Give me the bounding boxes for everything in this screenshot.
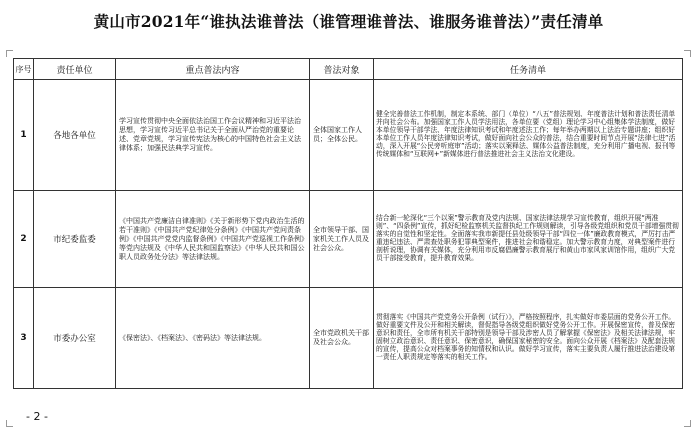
row-index: 1: [14, 80, 34, 191]
table-row: [14, 191, 683, 288]
row-content: 《中国共产党廉洁自律准则》《关于新形势下党内政治生活的若干准则》《中国共产党纪律处分条例》《中国共产党问责条例》《中国共产党党内监督条例》《中国共产党巡视工作条例》等党内法规及《中华人民共和国监察法》《中华人民共和国公职人员政务处分法》等法律法规。: [116, 191, 310, 288]
crop-mark-bottom-left: [6, 420, 13, 427]
row-target: 全市领导干部、国家机关工作人员及社会公众。: [310, 191, 374, 288]
row-target: 全市党政机关干部及社会公众。: [310, 288, 374, 389]
row-target: 全体国家工作人员；全体公民。: [310, 80, 374, 191]
row-tasks: 健全完善普法工作机制，制定本系统、部门（单位）“八五”普法规划、年度普法计划和普法责任清单并向社会公布。加强国家工作人员学法用法，各单位要（党组）理论学习中心组集体学法制度，做好本单位领导干部学法、年度法律知识考试和年度述法工作；每年举办两期以上法治专题讲座；组织好本单位工作人员年度法律知识考试，做好面向社会公众的普法，结合重要时间节点开展“法律七进”活动，深入开展“公民旁听庭审”活动；落实以案释法、媒体公益普法制度，充分利用广播电视、报刊等传统媒体和“互联网+”新媒体进行普法推进社会主义法治文化建设。: [374, 80, 683, 191]
table-row: [14, 80, 683, 191]
crop-mark-top-left: [6, 50, 13, 57]
header-target: 普法对象: [310, 59, 374, 80]
table-header-row: [14, 59, 683, 80]
row-unit: 市委办公室: [34, 288, 116, 389]
page-number: - 2 -: [26, 410, 48, 423]
row-tasks: 结合新一轮深化“三个以案”警示教育及党内法规、国家法律法规学习宣传教育，组织开展“两准则”、“四条例”宣传，抓好纪检监察机关监督执纪工作规则解读，引导各级党组织和党员干部增强贯彻落实的自觉性和坚定性。全面落实我市新提任县处级领导干部“四位一体”廉政教育模式，严厉打击严重违纪违法、严肃查处职务犯罪典型案件，推进社会和谐稳定。加大警示教育力度，对典型案件进行剖析说理，协调有关媒体，充分利用市反腐倡廉警示教育展厅和黄山市家风家训馆作用，组织广大党员干部接受教育，提升教育效果。: [374, 191, 683, 288]
responsibility-table: [13, 58, 683, 389]
header-content: 重点普法内容: [116, 59, 310, 80]
header-tasks: 任务清单: [374, 59, 683, 80]
crop-mark-bottom-right: [684, 420, 691, 427]
row-index: 3: [14, 288, 34, 389]
row-content: 《保密法》、《档案法》、《密码法》等法律法规。: [116, 288, 310, 389]
header-unit: 责任单位: [34, 59, 116, 80]
row-unit: 市纪委监委: [34, 191, 116, 288]
crop-mark-top-right: [684, 50, 691, 57]
row-index: 2: [14, 191, 34, 288]
row-content: 学习宣传贯彻中央全面依法治国工作会议精神和习近平法治思想，学习宣传习近平总书记关于全面从严治党的重要论述、党章党规，学习宣传宪法为核心的中国特色社会主义法律体系；加强民法典学习宣传。: [116, 80, 310, 191]
row-unit: 各地各单位: [34, 80, 116, 191]
document-title: 黄山市2021年“谁执法谁普法（谁管理谁普法、谁服务谁普法）”责任清单: [93, 12, 604, 31]
table-row: [14, 288, 683, 389]
header-index: 序号: [14, 59, 34, 80]
row-tasks: 贯彻落实《中国共产党党务公开条例（试行）》，严格按照程序，扎实做好市委层面的党务公开工作。做好重要文件及公开和相关解读，督促指导各级党组织做好党务公开工作。开展保密宣传，普及保密意识和责任，全市所有机关干部特别是领导干部及涉密人员了解掌握《保密法》及相关法律法规，牢固树立政治意识、责任意识、保密意识，确保国家秘密的安全。面向公众开展《档案法》及配套法规的宣传，提高公众对档案事务的知情权和认识。做好学习宣传，落实主要负责人履行推进法治建设第一责任人职责规定等落实的相关工作。: [374, 288, 683, 389]
